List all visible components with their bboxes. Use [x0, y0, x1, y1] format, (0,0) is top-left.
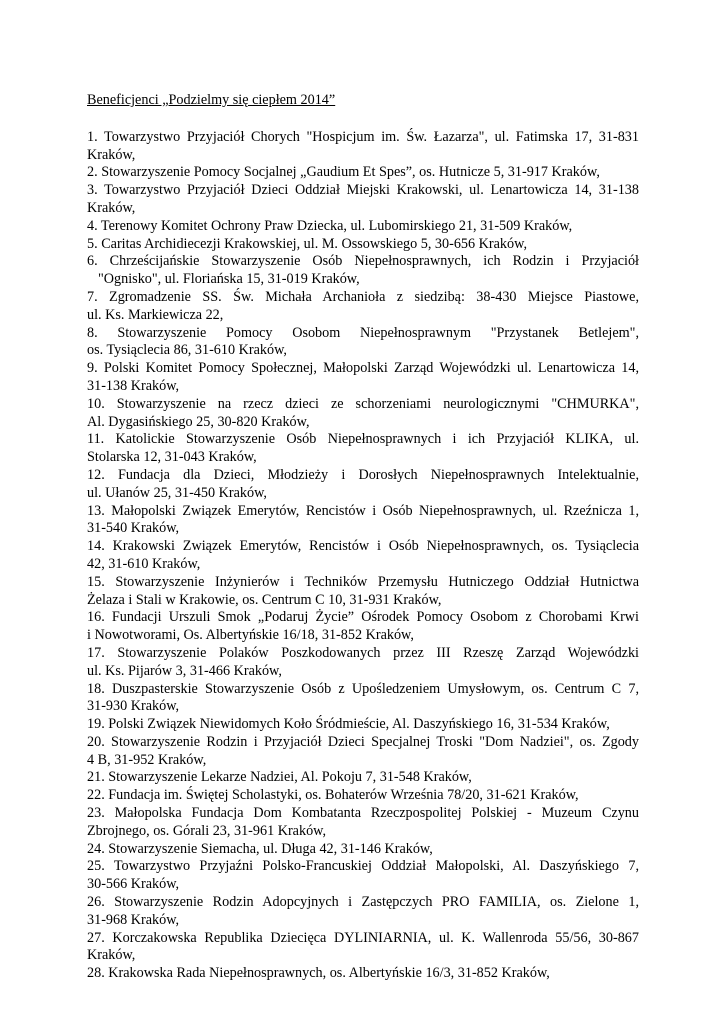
list-item — [87, 930, 639, 966]
list-item-line: 11. Katolickie Stowarzyszenie Osób Niepełnosprawnych i ich Przyjaciół KLIKA, ul. — [87, 431, 639, 448]
list-item-continuation: 42, 31-610 Kraków, — [87, 555, 201, 572]
list-item-continuation: i Nowotworami, Os. Albertyńskie 16/18, 31-852 Kraków, — [87, 627, 414, 644]
document-page — [87, 92, 639, 983]
list-item-line: 20. Stowarzyszenie Rodzin i Przyjaciół Dzieci Specjalnej Troski "Dom Nadziei", os. Zgody — [87, 733, 639, 750]
list-item-continuation: ul. Ks. Pijarów 3, 31-466 Kraków, — [87, 662, 282, 679]
list-item-line: 12. Fundacja dla Dzieci, Młodzieży i Dorosłych Niepełnosprawnych Intelektualnie, — [87, 466, 639, 483]
list-item-continuation: Zbrojnego, os. Górali 23, 31-961 Kraków, — [87, 822, 327, 839]
beneficiary-list — [87, 129, 639, 983]
list-item — [87, 236, 639, 254]
list-item-line: 2. Stowarzyszenie Pomocy Socjalnej „Gaudium Et Spes”, os. Hutnicze 5, 31-917 Kraków, — [87, 164, 600, 181]
list-item — [87, 681, 639, 717]
list-item-line: 26. Stowarzyszenie Rodzin Adopcyjnych i Zastępczych PRO FAMILIA, os. Zielone 1, — [87, 894, 639, 911]
list-item-continuation: ul. Ks. Markiewicza 22, — [87, 306, 224, 323]
list-item — [87, 769, 639, 787]
list-item-continuation: 31-540 Kraków, — [87, 520, 180, 537]
document-title: Beneficjenci „Podzielmy się ciepłem 2014” — [87, 92, 336, 108]
list-item-line: 27. Korczakowska Republika Dziecięca DYLINIARNIA, ul. K. Wallenroda 55/56, 30-867 — [87, 929, 639, 946]
list-item — [87, 431, 639, 467]
list-item — [87, 289, 639, 325]
list-item — [87, 182, 639, 218]
list-item-continuation: 31-968 Kraków, — [87, 911, 180, 928]
list-item — [87, 858, 639, 894]
list-item-continuation: 31-930 Kraków, — [87, 698, 180, 715]
list-item — [87, 965, 639, 983]
list-item-continuation: "Ognisko", ul. Floriańska 15, 31-019 Kraków, — [98, 271, 360, 288]
list-item — [87, 538, 639, 574]
list-item-line: 28. Krakowska Rada Niepełnosprawnych, os. Albertyńskie 16/3, 31-852 Kraków, — [87, 965, 550, 982]
list-item — [87, 787, 639, 805]
list-item-line: 1. Towarzystwo Przyjaciół Chorych "Hospicjum im. Św. Łazarza", ul. Fatimska 17, 31-831 — [87, 128, 639, 145]
list-item — [87, 325, 639, 361]
list-item — [87, 841, 639, 859]
list-item-line: 13. Małopolski Związek Emerytów, Rencistów i Osób Niepełnosprawnych, ul. Rzeźnicza 1, — [87, 502, 639, 519]
list-item — [87, 396, 639, 432]
list-item-line: 24. Stowarzyszenie Siemacha, ul. Długa 42, 31-146 Kraków, — [87, 840, 433, 857]
list-item-line: 9. Polski Komitet Pomocy Społecznej, Małopolski Zarząd Wojewódzki ul. Lenartowicza 14, — [87, 360, 639, 377]
list-item-line: 5. Caritas Archidiecezji Krakowskiej, ul. M. Ossowskiego 5, 30-656 Kraków, — [87, 235, 527, 252]
list-item-line: 25. Towarzystwo Przyjaźni Polsko-Francuskiej Oddział Małopolski, Al. Daszyńskiego 7, — [87, 858, 639, 875]
list-item — [87, 609, 639, 645]
list-item-line: 8. Stowarzyszenie Pomocy Osobom Niepełnosprawnym "Przystanek Betlejem", — [87, 324, 639, 341]
list-item — [87, 467, 639, 503]
list-item — [87, 360, 639, 396]
list-item — [87, 164, 639, 182]
list-item-line: 22. Fundacja im. Świętej Scholastyki, os. Bohaterów Września 78/20, 31-621 Kraków, — [87, 787, 579, 804]
list-item-continuation: Al. Dygasińskiego 25, 30-820 Kraków, — [87, 413, 310, 430]
list-item-continuation: Stolarska 12, 31-043 Kraków, — [87, 449, 257, 466]
list-item-continuation: os. Tysiąclecia 86, 31-610 Kraków, — [87, 342, 287, 359]
list-item — [87, 716, 639, 734]
list-item — [87, 734, 639, 770]
list-item — [87, 645, 639, 681]
list-item-line: 15. Stowarzyszenie Inżynierów i Techników Przemysłu Hutniczego Oddział Hutnictwa — [87, 573, 639, 590]
list-item-line: 4. Terenowy Komitet Ochrony Praw Dziecka, ul. Lubomirskiego 21, 31-509 Kraków, — [87, 217, 573, 234]
list-item-continuation: Kraków, — [87, 947, 136, 964]
list-item-continuation: 30-566 Kraków, — [87, 876, 180, 893]
list-item — [87, 253, 639, 289]
list-item-line: 23. Małopolska Fundacja Dom Kombatanta Rzeczpospolitej Polskiej - Muzeum Czynu — [87, 805, 639, 822]
list-item-line: 10. Stowarzyszenie na rzecz dzieci ze schorzeniami neurologicznymi "CHMURKA", — [87, 395, 639, 412]
list-item-line: 19. Polski Związek Niewidomych Koło Śródmieście, Al. Daszyńskiego 16, 31-534 Kraków, — [87, 716, 610, 733]
list-item — [87, 805, 639, 841]
list-item-continuation: 31-138 Kraków, — [87, 377, 180, 394]
list-item-line: 16. Fundacji Urszuli Smok „Podaruj Życie” Ośrodek Pomocy Osobom z Chorobami Krwi — [87, 609, 639, 626]
list-item-continuation: ul. Ułanów 25, 31-450 Kraków, — [87, 484, 267, 501]
list-item — [87, 894, 639, 930]
list-item-line: 21. Stowarzyszenie Lekarze Nadziei, Al. Pokoju 7, 31-548 Kraków, — [87, 769, 472, 786]
list-item-continuation: 4 B, 31-952 Kraków, — [87, 751, 207, 768]
list-item — [87, 503, 639, 539]
list-item-line: 3. Towarzystwo Przyjaciół Dzieci Oddział Miejski Krakowski, ul. Lenartowicza 14, 31-138 — [87, 182, 639, 199]
list-item-line: 14. Krakowski Związek Emerytów, Rencistów i Osób Niepełnosprawnych, os. Tysiąclecia — [87, 538, 639, 555]
list-item-line: 18. Duszpasterskie Stowarzyszenie Osób z Upośledzeniem Umysłowym, os. Centrum C 7, — [87, 680, 639, 697]
list-item — [87, 218, 639, 236]
list-item-continuation: Żelaza i Stali w Krakowie, os. Centrum C 10, 31-931 Kraków, — [87, 591, 442, 608]
list-item — [87, 574, 639, 610]
list-item-line: 7. Zgromadzenie SS. Św. Michała Archanioła z siedzibą: 38-430 Miejsce Piastowe, — [87, 288, 639, 305]
list-item-continuation: Kraków, — [87, 146, 136, 163]
list-item-line: 6. Chrześcijańskie Stowarzyszenie Osób Niepełnosprawnych, ich Rodzin i Przyjaciół — [87, 253, 639, 270]
list-item — [87, 129, 639, 165]
list-item-continuation: Kraków, — [87, 199, 136, 216]
list-item-line: 17. Stowarzyszenie Polaków Poszkodowanych przez III Rzeszę Zarząd Wojewódzki — [87, 644, 639, 661]
